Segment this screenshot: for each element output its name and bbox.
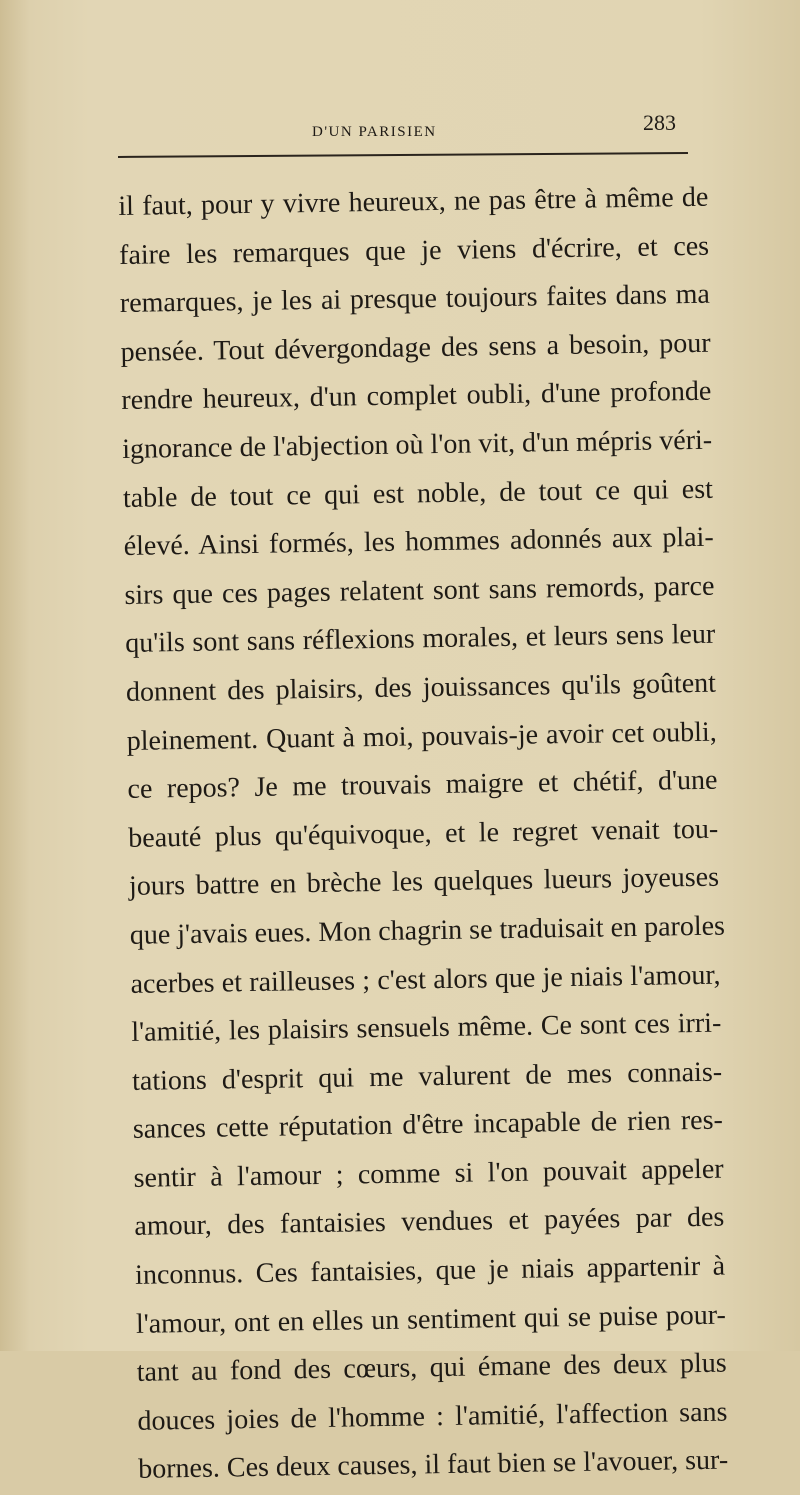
running-title: D'UN PARISIEN bbox=[312, 124, 437, 140]
text-line: table de tout ce qui est noble, de tout ce qui est bbox=[122, 473, 714, 514]
text-line: sentir à l'amour ; comme si l'on pouvait appeler bbox=[133, 1153, 724, 1194]
text-line: ignorance de l'abjection où l'on vit, d'un mépris véri- bbox=[121, 424, 713, 465]
text-line: bornes. Ces deux causes, il faut bien se l'avouer, sur- bbox=[137, 1445, 729, 1486]
text-line: élevé. Ainsi formés, les hommes adonnés aux plai- bbox=[123, 521, 714, 563]
text-line: l'amitié, les plaisirs sensuels même. Ce sont ces irri- bbox=[131, 1007, 722, 1048]
text-line: sirs que ces pages relatent sont sans remords, parce bbox=[124, 570, 715, 611]
text-line: pleinement. Quant à moi, pouvais-je avoir cet oubli, bbox=[126, 716, 717, 757]
header-rule bbox=[118, 152, 688, 158]
text-line: pensée. Tout dévergondage des sens a besoin, pour bbox=[120, 327, 711, 368]
text-line: faire les remarques que je viens d'écrire, et ces bbox=[118, 230, 710, 271]
text-line: douces joies de l'homme : l'amitié, l'affection sans bbox=[137, 1396, 728, 1437]
text-line: il faut, pour y vivre heureux, ne pas être à même de bbox=[118, 181, 709, 222]
text-line: tations d'esprit qui me valurent de mes connais- bbox=[131, 1056, 723, 1097]
text-line: remarques, je les ai presque toujours faites dans ma bbox=[119, 278, 711, 320]
text-line: tant au fond des cœurs, qui émane des deux plus bbox=[136, 1347, 727, 1389]
text-line: acerbes et railleuses ; c'est alors que je niais l'amour, bbox=[130, 959, 721, 1000]
text-line: qu'ils sont sans réflexions morales, et leurs sens leur bbox=[124, 619, 716, 660]
text-line: que j'avais eues. Mon chagrin se traduisait en paroles bbox=[129, 910, 726, 951]
body-text bbox=[118, 174, 729, 1495]
text-line: donnent des plaisirs, des jouissances qu'ils goûtent bbox=[125, 667, 717, 708]
text-line: rendre heureux, d'un complet oubli, d'une profonde bbox=[121, 376, 712, 417]
text-line: sances cette réputation d'être incapable de rien res- bbox=[132, 1104, 724, 1146]
text-line: ce repos? Je me trouvais maigre et chétif, d'une bbox=[127, 764, 718, 806]
text-line: l'amour, ont en elles un sentiment qui se puise pour- bbox=[135, 1299, 727, 1340]
text-line: amour, des fantaisies vendues et payées par des bbox=[134, 1202, 725, 1243]
text-line: inconnus. Ces fantaisies, que je niais appartenir à bbox=[134, 1250, 726, 1291]
text-line: beauté plus qu'équivoque, et le regret venait tou- bbox=[128, 813, 719, 854]
text-line: jours battre en brèche les quelques lueurs joyeuses bbox=[128, 861, 720, 903]
page-number: 283 bbox=[643, 110, 676, 135]
